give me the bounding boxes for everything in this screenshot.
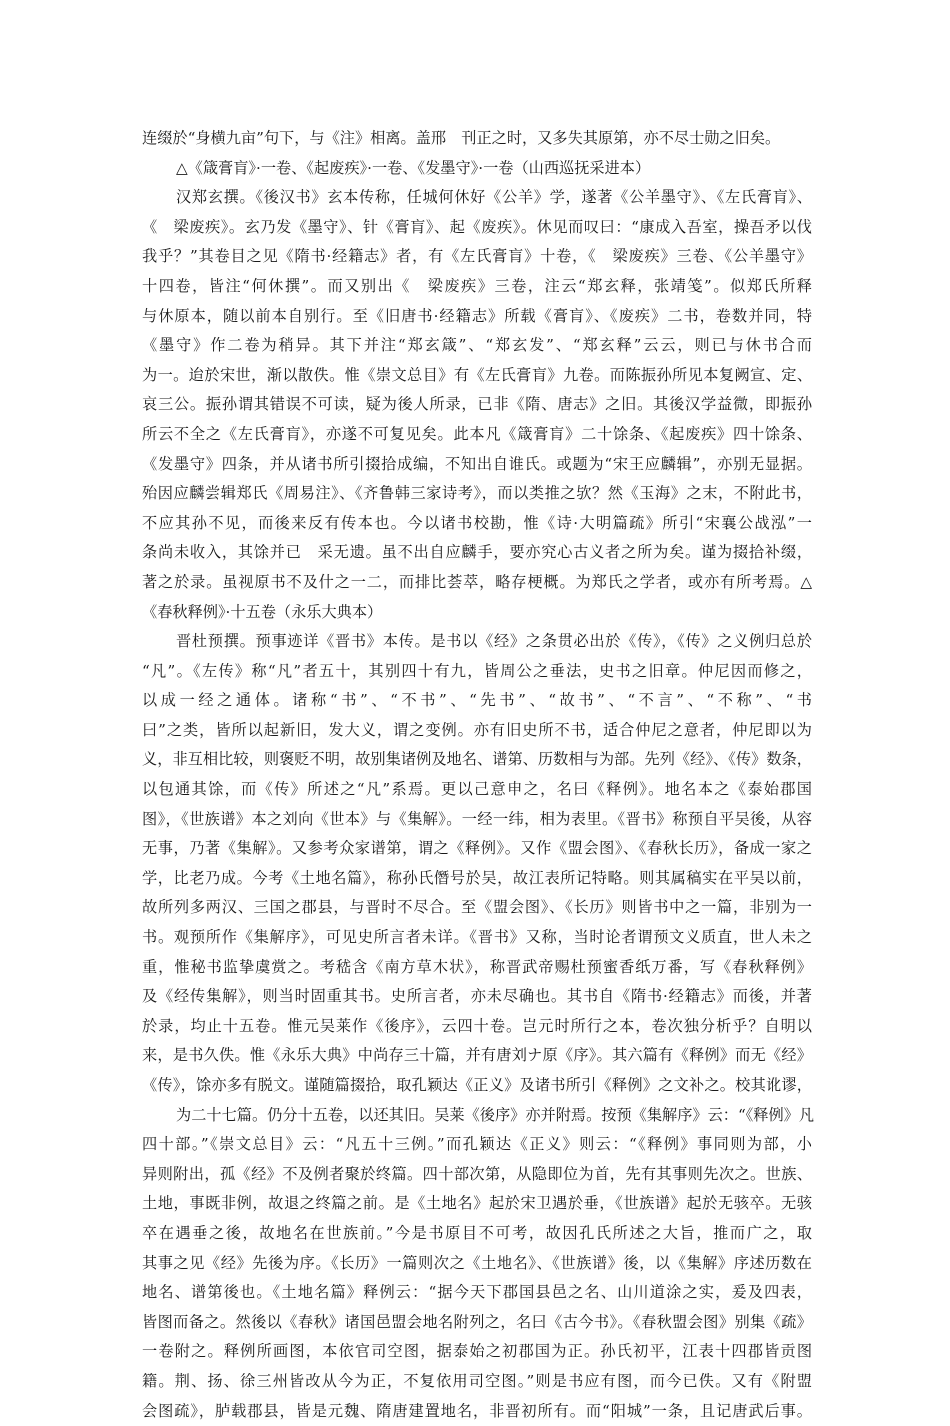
text-line: 以成一经之通体。诸称“书”、“不书”、“先书”、“故书”、“不言”、“不称”、“书 xyxy=(142,691,812,710)
text-line: 曰”之类，皆所以起新旧，发大义，谓之变例。亦有旧史所不书，适合仲尼之意者，仲尼即以为 xyxy=(142,720,812,739)
text-line: 土地，事既非例，故退之终篇之前。是《土地名》起於宋卫遇於垂，《世族谱》起於无骇卒。无骇 xyxy=(142,1194,812,1213)
text-line: 《发墨守》四条，并从诸书所引掇拾成编，不知出自谁氏。或题为“宋王应麟辑”，亦别无显据。 xyxy=(142,454,812,473)
text-line: 殆因应麟尝辑郑氏《周易注》、《齐鲁韩三家诗考》，而以类推之欤？然《玉海》之末，不附此书， xyxy=(142,484,812,503)
text-line: 书。观预所作《集解序》，可见史所言者未详。《晋书》又称，当时论者谓预文义质直，世人未之 xyxy=(142,928,812,947)
text-line: 所云不全之《左氏膏肓》，亦遂不可复见矣。此本凡《箴膏肓》二十馀条、《起废疾》四十馀条、 xyxy=(142,424,812,443)
text-line: 条尚未收入，其馀并已 采无遗。虽不出自应麟手，要亦究心古义者之所为矣。谨为掇拾补缀， xyxy=(142,543,812,562)
text-line: 为二十七篇。仍分十五卷，以还其旧。吴莱《後序》亦并附焉。按预《集解序》云：“《释例》凡 xyxy=(176,1105,815,1124)
text-line: 一卷附之。释例所画图，本依官司空图，据泰始之初郡国为正。孙氏初平，江表十四郡皆贡图 xyxy=(142,1342,812,1361)
document-page xyxy=(142,124,815,1426)
text-line: 义，非互相比较，则褒贬不明，故别集诸例及地名、谱第、历数相与为部。先列《经》、《传》数条， xyxy=(142,750,812,769)
text-line: 连缀於“身横九亩”句下，与《注》相离。盖邢 刊正之时，又多失其原第，亦不尽士勋之旧矣。 xyxy=(142,129,781,147)
text-line: 十四卷，皆注“何休撰”。而又别出《 梁废疾》三卷，注云“郑玄释，张靖笺”。似郑氏所释 xyxy=(142,276,812,295)
text-line: 不应其孙不见，而後来反有传本也。今以诸书校勘，惟《诗·大明篇疏》所引“宋襄公战泓”一 xyxy=(142,513,812,532)
text-line: 我乎？”其卷目之见《隋书·经籍志》者，有《左氏膏肓》十卷，《 梁废疾》三卷、《公羊墨守》 xyxy=(142,247,812,266)
text-line: 无事，乃著《集解》。又参考众家谱第，谓之《释例》。又作《盟会图》、《春秋长历》，备成一家之 xyxy=(142,839,812,858)
text-line: 会图疏》，胪载郡县，皆是元魏、隋唐建置地名，非晋初所有。而“阳城”一条，且记唐武后事。 xyxy=(142,1401,812,1420)
text-line: 《墨守》作二卷为稍异。其下并注“郑玄箴”、“郑玄发”、“郑玄释”云云，则已与休书合而 xyxy=(142,336,812,355)
text-line: 《春秋释例》·十五卷（永乐大典本） xyxy=(142,602,383,621)
text-line: 图》，《世族谱》本之刘向《世本》与《集解》。一经一纬，相为表里。《晋书》称预自平吴後，从容 xyxy=(142,809,812,828)
text-line: 学，比老乃成。今考《土地名篇》，称孙氏僭号於吴，故江表所记特略。则其属稿实在平吴以前， xyxy=(142,868,812,887)
text-line: 为一。迨於宋世，渐以散佚。惟《崇文总目》有《左氏膏肓》九卷。而陈振孙所见本复阙宣、定、 xyxy=(142,365,812,384)
text-line: 与休原本，随以前本自别行。至《旧唐书·经籍志》所载《膏肓》、《废疾》二书，卷数并同，特 xyxy=(142,306,812,325)
text-line: 地名、谱第後也。《土地名篇》释例云：“据今天下郡国县邑之名、山川道涂之实，爰及四表， xyxy=(142,1283,812,1302)
text-line: 《传》，馀亦多有脱文。谨随篇掇拾，取孔颖达《正义》及诸书所引《释例》之文补之。校其讹谬， xyxy=(142,1076,812,1094)
text-line: 四十部。”《崇文总目》云：“凡五十三例。”而孔颖达《正义》则云：“《释例》事同则为部，小 xyxy=(142,1135,812,1154)
text-line: 以包通其馀，而《传》所述之“凡”系焉。更以己意申之，名曰《释例》。地名本之《泰始郡国 xyxy=(142,780,812,799)
text-line: 来，是书久佚。惟《永乐大典》中尚存三十篇，并有唐刘ナ原《序》。其六篇有《释例》而无《经》 xyxy=(142,1046,812,1065)
text-line: 哀三公。振孙谓其错误不可读，疑为後人所录，已非《隋、唐志》之旧。其後汉学益微，即振孙 xyxy=(142,395,812,414)
text-line: 及《经传集解》，则当时固重其书。史所言者，亦未尽确也。其书自《隋书·经籍志》而後，并著 xyxy=(142,987,812,1006)
text-line: 其事之见《经》先後为序。《长历》一篇则次之《土地名》、《世族谱》後，以《集解》序述历数在 xyxy=(142,1253,812,1272)
text-line: 《 梁废疾》。玄乃发《墨守》、针《膏肓》、起《废疾》。休见而叹曰：“康成入吾室，操吾矛以伐 xyxy=(142,217,812,236)
text-line: “凡”。《左传》称“凡”者五十，其别四十有九，皆周公之垂法，史书之旧章。仲尼因而修之， xyxy=(142,661,812,680)
text-line: 卒在遇垂之後，故地名在世族前。”今是书原目不可考，故因孔氏所述之大旨，推而广之，取 xyxy=(142,1223,812,1242)
text-line: 故所列多两汉、三国之郡县，与晋时不尽合。至《盟会图》、《长历》则皆书中之一篇，非别为一 xyxy=(142,898,812,917)
text-line: 於录，均止十五卷。惟元吴莱作《後序》，云四十卷。岂元时所行之本，卷次独分析乎？自明以 xyxy=(142,1016,812,1035)
text-line: 著之於录。虽视原书不及什之一二，而排比荟萃，略存梗概。为郑氏之学者，或亦有所考焉。△ xyxy=(142,572,812,591)
text-line: 皆图而备之。然後以《春秋》诸国邑盟会地名附列之，名曰《古今书》。《春秋盟会图》别集《疏》 xyxy=(142,1312,812,1331)
text-line: △《箴膏肓》·一卷、《起废疾》·一卷、《发墨守》·一卷（山西巡抚采进本） xyxy=(176,158,651,177)
text-line: 重，惟秘书监挚虞赏之。考嵇含《南方草木状》，称晋武帝赐杜预蜜香纸万番，写《春秋释例》 xyxy=(142,957,812,976)
text-line: 晋杜预撰。预事迹详《晋书》本传。是书以《经》之条贯必出於《传》，《传》之义例归总於 xyxy=(176,632,812,651)
text-line: 异则附出，孤《经》不及例者聚於终篇。四十部次第，从隐即位为首，先有其事则先次之。世族、 xyxy=(142,1164,812,1183)
text-line: 汉郑玄撰。《後汉书》玄本传称，任城何休好《公羊》学，遂著《公羊墨守》、《左氏膏肓》、 xyxy=(176,188,812,207)
text-line: 籍。荆、扬、徐三州皆改从今为正，不复依用司空图。”则是书应有图，而今已佚。又有《附盟 xyxy=(142,1371,812,1390)
